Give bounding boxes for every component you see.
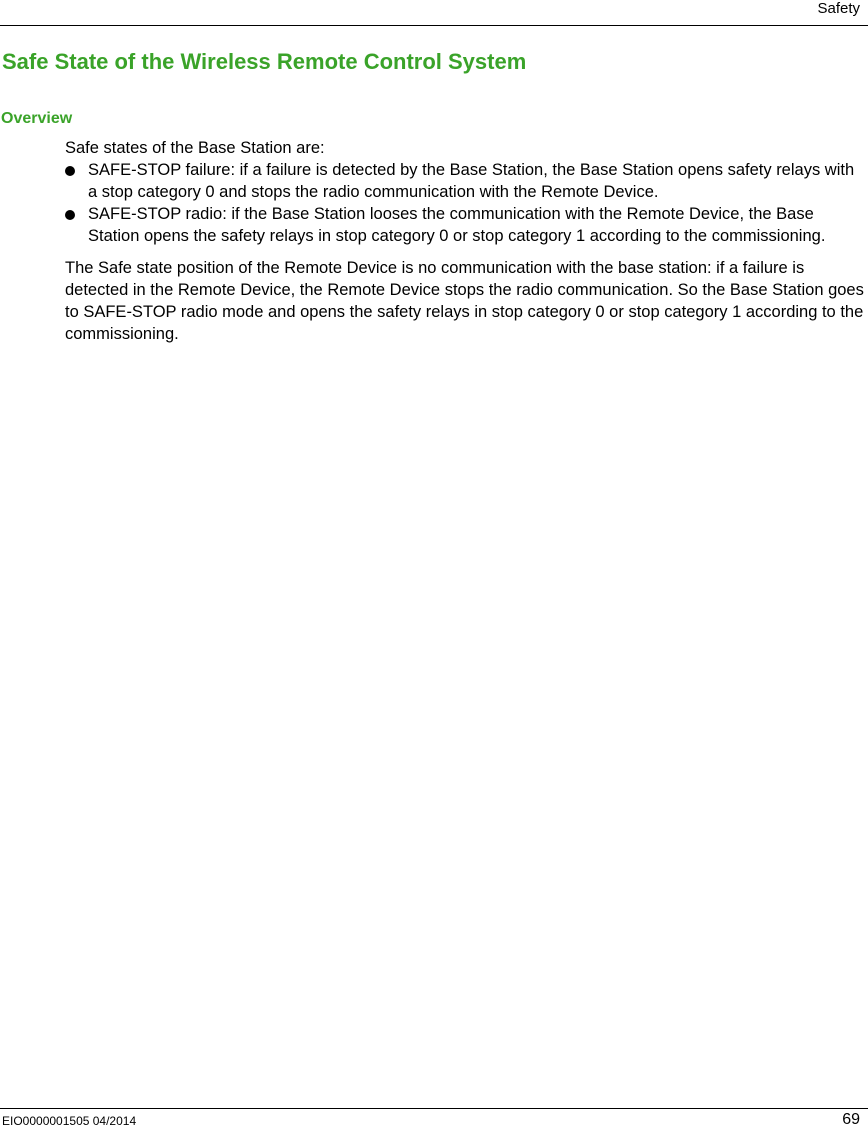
bullet-dot-icon: [65, 166, 75, 176]
section-heading-overview: Overview: [1, 110, 73, 127]
bullet-dot-icon: [65, 210, 75, 220]
list-item-text: SAFE-STOP failure: if a failure is detected by the Base Station, the Base Station opens safety relays with a stop category 0 and stops the radio communication with the Remote Device.: [88, 161, 855, 201]
header-section-label: Safety: [817, 0, 860, 17]
page-title: Safe State of the Wireless Remote Control System: [2, 49, 527, 74]
list-item-text: SAFE-STOP radio: if the Base Station looses the communication with the Remote Device, the Base Station opens the safety relays in stop category 0 or stop category 1 according to the commissioning.: [88, 205, 826, 245]
main-content: [65, 137, 865, 345]
header-divider: [0, 25, 868, 26]
body-paragraph: The Safe state position of the Remote Device is no communication with the base station: if a failure is detected in the Remote Device, the Remote Device stops the radio communication. So the Base Station goes to SAFE-STOP radio mode and opens the safety relays in stop category 0 or stop category 1 according to the commissioning.: [65, 259, 864, 343]
safe-states-list: [65, 159, 865, 247]
list-item: [65, 159, 865, 203]
document-id: EIO0000001505 04/2014: [2, 1114, 137, 1128]
intro-text: Safe states of the Base Station are:: [65, 139, 325, 157]
list-item: [65, 203, 865, 247]
footer-divider: [0, 1108, 868, 1109]
page-number: 69: [842, 1111, 860, 1128]
